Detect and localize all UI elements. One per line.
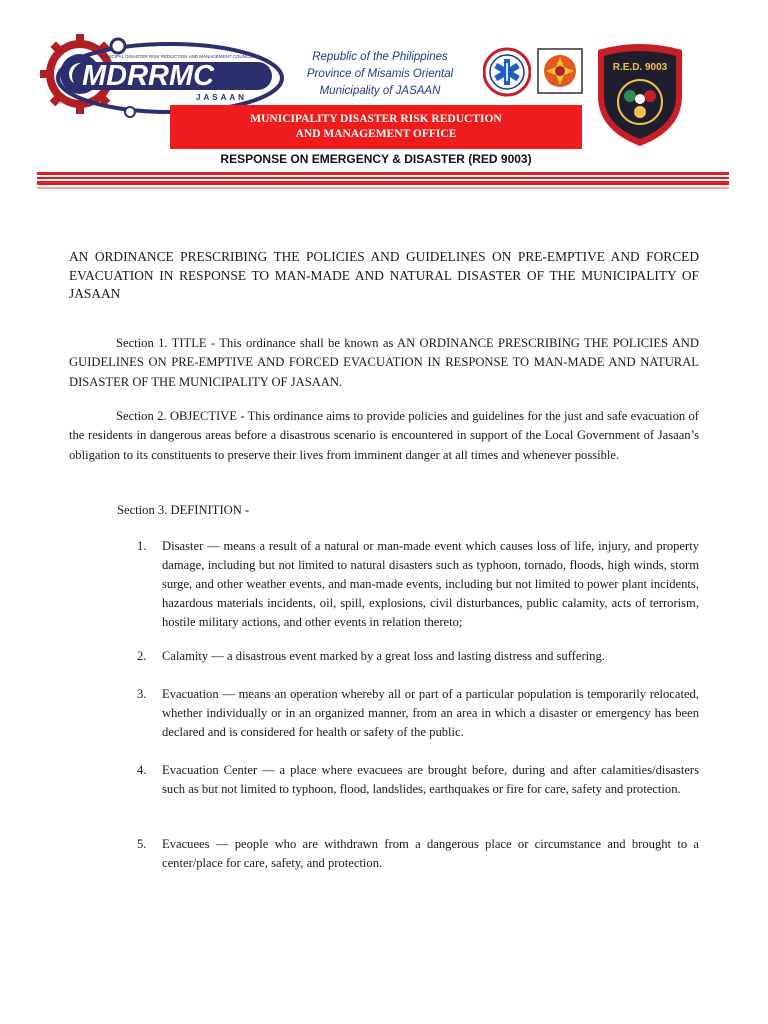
list-item-number: 4. (137, 763, 147, 777)
fire-rescue-badge-icon (537, 48, 583, 99)
list-item-number: 5. (137, 837, 147, 851)
header-divider (37, 177, 729, 179)
definition-disaster: Disaster — means a result of a natural or man-made event which causes loss of life, injury, and property damage, including but not limited to natural disasters such as typhoon, tornado, floods, high winds, storm surge, and other weather events, and man-made events, including but not limited to power plant incidents, hazardous materials incidents, oil, spill, explosions, civil disturbances, public calamity, acts of terrorism, hostile military actions, and other events in relation thereto; (162, 539, 699, 629)
office-banner (170, 105, 582, 149)
municipality-line: Municipality of JASAAN (319, 85, 441, 97)
section-1-title: Section 1. TITLE - This ordinance shall be known as AN ORDINANCE PRESCRIBING THE POLICIES AND GUIDELINES ON PRE-EMPTIVE AND FORCED EVACUATION IN RESPONSE TO MAN-MADE AND NATURAL DISASTER OF THE MUNICIPALITY OF JASAAN. (69, 336, 699, 389)
province-line: Province of Misamis Oriental (306, 68, 454, 80)
section-2-objective: Section 2. OBJECTIVE - This ordinance aims to provide policies and guidelines for the just and safe evacuation of the residents in dangerous areas before a disastrous scenario is encountered in support of the Local Government of Jasaan’s obligation to its constituents to preserve their lives from imminent danger at all times and whenever possible. (69, 409, 699, 462)
logo-subtext: JASAAN (196, 93, 247, 102)
office-line-2: AND MANAGEMENT OFFICE (295, 128, 457, 140)
list-item (137, 761, 699, 799)
header-divider (37, 181, 729, 185)
list-item-number: 3. (137, 687, 147, 701)
definition-evacuation-center: Evacuation Center — a place where evacuees are brought before, during and after calamities/disasters such as but not limited to typhoon, flood, landslides, earthquakes or fire for care, safety and protection. (162, 763, 699, 796)
definition-calamity: Calamity — a disastrous event marked by a great loss and lasting distress and suffering. (162, 649, 605, 663)
header-divider (37, 172, 729, 175)
header-address (290, 49, 470, 100)
office-line-1: MUNICIPALITY DISASTER RISK REDUCTION (250, 113, 502, 125)
red-9003-shield-icon (592, 42, 688, 155)
list-item (137, 835, 699, 873)
section-3-heading: Section 3. DEFINITION - (117, 503, 250, 517)
definition-evacuation: Evacuation — means an operation whereby all or part of a particular population is temporarily relocated, whether individually or in an organized manner, from an area in which a disaster or emergency has been declared and is considered for health or safety of the public. (162, 687, 699, 739)
logo-wordmark: MDRRMC (82, 60, 215, 92)
svg-text:MUNICIPAL DISASTER RISK REDUCT: MUNICIPAL DISASTER RISK REDUCTION AND MANAGEMENT COUNCIL (100, 54, 253, 59)
list-item (137, 647, 699, 666)
star-of-life-seal-icon (483, 46, 531, 103)
svg-text:R.E.D. 9003: R.E.D. 9003 (612, 62, 668, 73)
list-item (137, 537, 699, 632)
country-line: Republic of the Philippines (312, 51, 448, 63)
list-item-number: 1. (137, 539, 147, 553)
list-item (137, 685, 699, 742)
definition-evacuees: Evacuees — people who are withdrawn from a dangerous place or circumstance and brought to a center/place for care, safety, and protection. (162, 837, 699, 870)
ordinance-title: AN ORDINANCE PRESCRIBING THE POLICIES AND GUIDELINES ON PRE-EMPTIVE AND FORCED EVACUATION IN RESPONSE TO MAN-MADE AND NATURAL DISASTER OF THE MUNICIPALITY OF JASAAN (69, 249, 699, 301)
list-item-number: 2. (137, 649, 147, 663)
response-unit-title: RESPONSE ON EMERGENCY & DISASTER (RED 9003) (220, 152, 532, 166)
header-divider (37, 187, 729, 189)
